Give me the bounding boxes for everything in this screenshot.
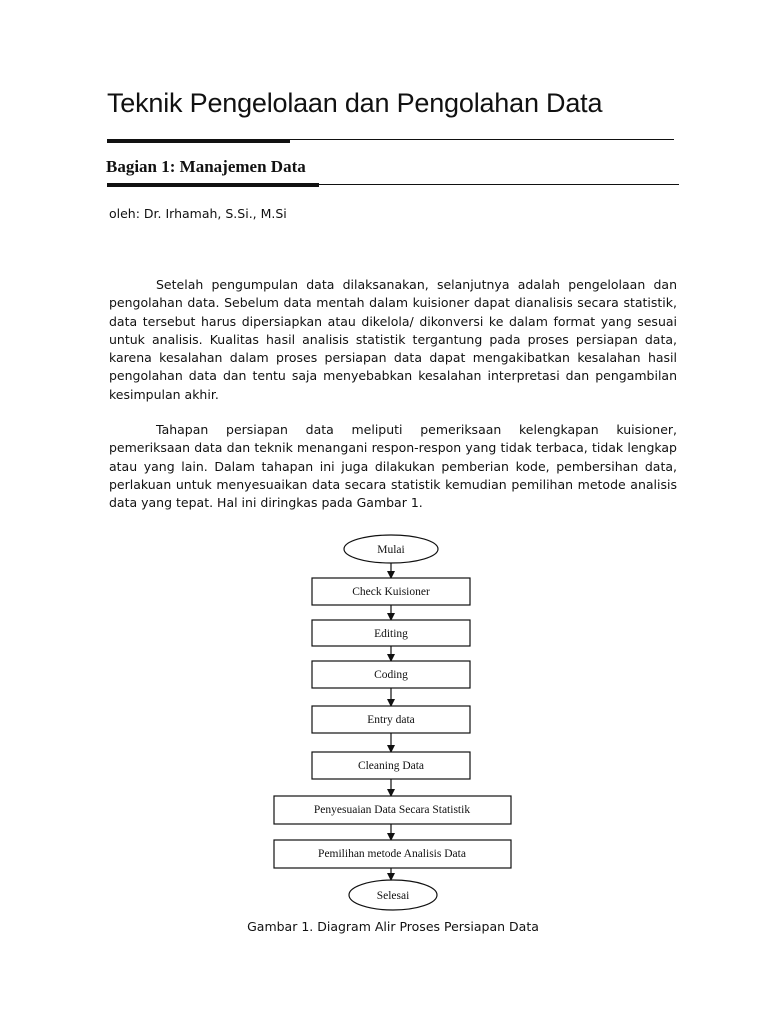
body-paragraph-2: Tahapan persiapan data meliputi pemeriksaan kelengkapan kuisioner, pemeriksaan data dan teknik menangani respon-respon yang tidak terbaca, tidak lengkap atau yang lain. Dalam tahapan ini juga dilakukan pemberian kode, pembersihan data, perlakuan untuk menyesuaikan data secara statistik kemudian pemilihan metode analisis data yang tepat. Hal ini diringkas pada Gambar 1. bbox=[109, 422, 677, 511]
body-paragraph-1: Setelah pengumpulan data dilaksanakan, selanjutnya adalah pengelolaan dan pengolahan data. Sebelum data mentah dalam kuisioner dapat dianalisis secara statistik, data tersebut harus dipersiapkan atau dikelola/ dikonversi ke dalam format yang sesuai untuk analisis. Kualitas hasil analisis statistik tergantung pada proses persiapan data, karena kesalahan dalam proses persiapan data dapat mengakibatkan kesalahan hasil pengolahan data dan tentu saja menyebabkan kesalahan interpretasi dan pengambilan kesimpulan akhir. bbox=[109, 277, 677, 402]
flow-step-label: Editing bbox=[374, 628, 408, 640]
figure-caption: Gambar 1. Diagram Alir Proses Persiapan Data bbox=[247, 919, 539, 934]
flow-step-label: Entry data bbox=[367, 714, 415, 726]
flow-step-label: Coding bbox=[374, 669, 408, 681]
section-subtitle: Bagian 1: Manajemen Data bbox=[106, 157, 306, 176]
flow-step bbox=[312, 706, 470, 733]
flow-step bbox=[274, 840, 511, 868]
flow-start-label: Mulai bbox=[377, 544, 405, 556]
document-title: Teknik Pengelolaan dan Pengolahan Data bbox=[107, 88, 603, 118]
flow-start-node bbox=[344, 535, 438, 563]
flow-step-label: Penyesuaian Data Secara Statistik bbox=[313, 804, 471, 816]
flow-step bbox=[312, 620, 470, 646]
flow-step bbox=[274, 796, 511, 824]
flow-end-label: Selesai bbox=[376, 890, 410, 902]
flow-step-label: Cleaning Data bbox=[357, 760, 425, 772]
flow-end-node bbox=[349, 880, 437, 910]
flow-step-label: Check Kuisioner bbox=[352, 586, 430, 598]
flow-step bbox=[312, 578, 470, 605]
flow-step bbox=[312, 661, 470, 688]
flow-step-label: Pemilihan metode Analisis Data bbox=[318, 848, 466, 860]
flow-step bbox=[312, 752, 470, 779]
author-line: oleh: Dr. Irhamah, S.Si., M.Si bbox=[109, 206, 287, 221]
